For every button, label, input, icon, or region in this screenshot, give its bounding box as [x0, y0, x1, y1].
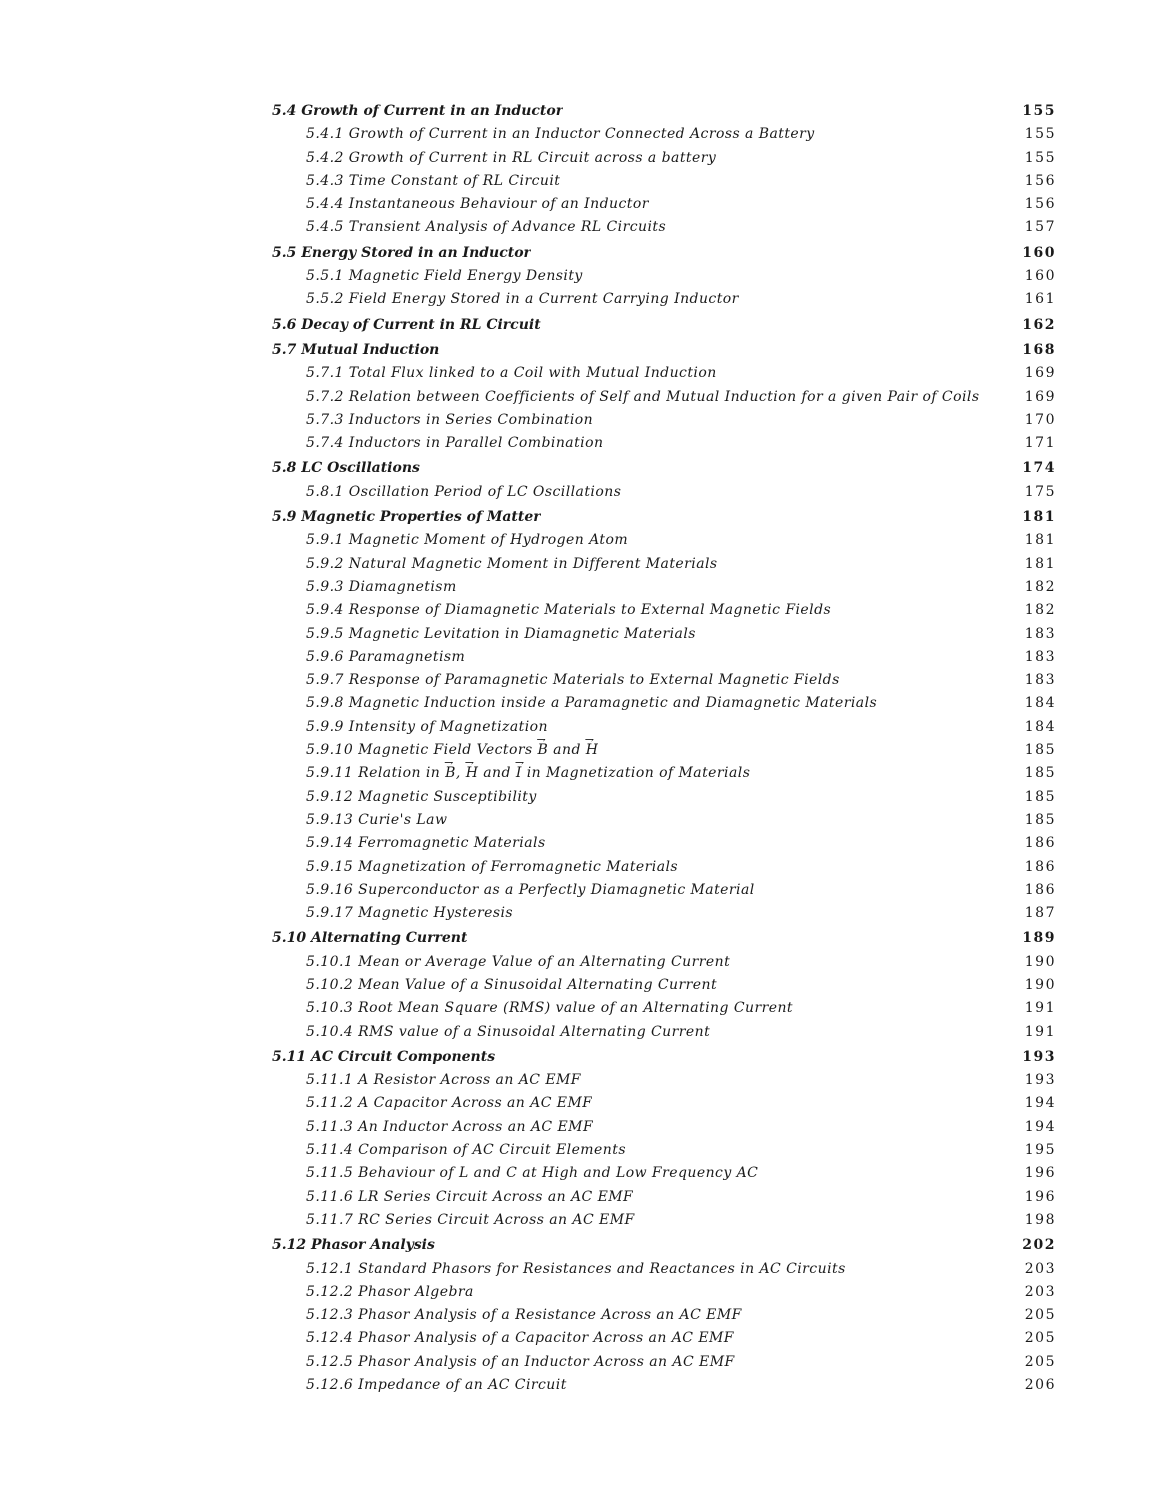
toc-entry-title: 5.4.3 Time Constant of RL Circuit [306, 172, 561, 189]
toc-entry-title: 5.11.1 A Resistor Across an AC EMF [306, 1072, 581, 1089]
toc-subsection-entry[interactable] [272, 432, 1056, 455]
toc-page-number: 171 [1024, 435, 1056, 452]
toc-subsection-entry[interactable] [272, 1374, 1056, 1397]
toc-subsection-entry[interactable] [272, 147, 1056, 170]
toc-entry-title: 5.9.5 Magnetic Levitation in Diamagnetic Materials [306, 625, 696, 642]
toc-subsection-entry[interactable] [272, 974, 1056, 997]
toc-entry-title: 5.9.6 Paramagnetism [306, 648, 466, 665]
toc-page-number: 191 [1024, 1023, 1056, 1040]
toc-page-number: 193 [1022, 1048, 1056, 1065]
toc-page-number: 186 [1024, 835, 1056, 852]
toc-entry-title: 5.10.2 Mean Value of a Sinusoidal Alternating Current [306, 976, 718, 993]
toc-page-number: 189 [1022, 930, 1056, 947]
toc-entry-title: 5.7.1 Total Flux linked to a Coil with Mutual Induction [306, 365, 717, 382]
toc-page-number: 185 [1024, 788, 1056, 805]
toc-section-entry[interactable] [272, 506, 1056, 529]
vector-symbol: → H [466, 762, 479, 785]
toc-entry-title: 5.9.12 Magnetic Susceptibility [306, 788, 537, 805]
toc-entry-title: 5.9.14 Ferromagnetic Materials [306, 835, 546, 852]
toc-subsection-entry[interactable] [272, 832, 1056, 855]
toc-entry-title: 5.9.2 Natural Magnetic Moment in Different Materials [306, 555, 718, 572]
toc-entry-title: 5.5 Energy Stored in an Inductor [272, 244, 531, 261]
toc-page-number: 195 [1024, 1142, 1056, 1159]
toc-entry-title: 5.9 Magnetic Properties of Matter [272, 509, 541, 526]
toc-subsection-entry[interactable] [272, 646, 1056, 669]
toc-subsection-entry[interactable] [272, 809, 1056, 832]
toc-subsection-entry[interactable] [272, 1092, 1056, 1115]
toc-entry-title: 5.4 Growth of Current in an Inductor [272, 103, 564, 119]
toc-page-number: 182 [1024, 578, 1056, 595]
toc-entry-title: 5.9.13 Curie's Law [306, 811, 448, 828]
toc-subsection-entry[interactable] [272, 529, 1056, 552]
toc-page-number: 170 [1024, 411, 1056, 428]
toc-entry-title: 5.11.4 Comparison of AC Circuit Elements [306, 1142, 626, 1159]
toc-subsection-entry[interactable] [272, 288, 1056, 311]
toc-entry-title: 5.11.7 RC Series Circuit Across an AC EMF [306, 1211, 635, 1228]
toc-entry-title: 5.4.2 Growth of Current in RL Circuit across a battery [306, 149, 717, 166]
toc-page-number: 185 [1024, 742, 1056, 759]
toc-subsection-entry[interactable] [272, 1116, 1056, 1139]
toc-entry-title: 5.9.1 Magnetic Moment of Hydrogen Atom [306, 532, 629, 549]
toc-page-number: 155 [1024, 149, 1056, 166]
toc-page-number: 181 [1024, 555, 1056, 572]
toc-page-number: 190 [1024, 953, 1056, 970]
toc-page-number: 156 [1024, 172, 1056, 189]
toc-subsection-entry[interactable] [272, 193, 1056, 216]
toc-page-number: 184 [1024, 718, 1056, 735]
toc-subsection-entry[interactable] [272, 879, 1056, 902]
toc-entry-title: 5.4.4 Instantaneous Behaviour of an Inductor [306, 196, 649, 213]
toc-page-number: 181 [1024, 532, 1056, 549]
toc-entry-title: 5.8 LC Oscillations [272, 460, 420, 477]
toc-subsection-entry[interactable] [272, 576, 1056, 599]
toc-entry-title: 5.7.2 Relation between Coefficients of Self and Mutual Induction for a given Pair of Coils [306, 388, 980, 405]
toc-page-number: 205 [1024, 1307, 1056, 1324]
toc-page-number: 187 [1024, 905, 1056, 922]
toc-subsection-entry[interactable] [272, 951, 1056, 974]
toc-entry-title: 5.7 Mutual Induction [272, 341, 440, 358]
toc-entry-title: 5.11.3 An Inductor Across an AC EMF [306, 1118, 594, 1135]
toc-page-number: 155 [1024, 126, 1056, 143]
toc-entry-title: 5.9.15 Magnetization of Ferromagnetic Materials [306, 858, 679, 875]
toc-page-number: 157 [1024, 219, 1056, 236]
toc-page-number: 205 [1024, 1353, 1056, 1370]
toc-page-number: 184 [1024, 695, 1056, 712]
toc-section-entry[interactable] [272, 339, 1056, 362]
toc-subsection-entry[interactable] [272, 786, 1056, 809]
toc-page-number: 194 [1024, 1118, 1056, 1135]
toc-page-number: 196 [1024, 1165, 1056, 1182]
toc-page-number: 175 [1024, 483, 1056, 500]
toc-section-entry[interactable] [272, 242, 1056, 265]
toc-entry-title: 5.11 AC Circuit Components [272, 1048, 496, 1065]
toc-page-number: 191 [1024, 1000, 1056, 1017]
toc-page-number: 174 [1022, 460, 1056, 477]
toc-entry-title: 5.12 Phasor Analysis [272, 1237, 435, 1254]
vector-symbol: → H [586, 739, 599, 762]
toc-section-entry[interactable] [272, 457, 1056, 480]
toc-entry-title: 5.9.7 Response of Paramagnetic Materials to External Magnetic Fields [306, 672, 840, 689]
vector-symbol: → B [445, 762, 456, 785]
toc-entry-title: 5.6 Decay of Current in RL Circuit [272, 316, 541, 333]
toc-entry-title: 5.10.1 Mean or Average Value of an Alternating Current [306, 953, 731, 970]
toc-page-number: 193 [1024, 1072, 1056, 1089]
toc-subsection-entry[interactable] [272, 902, 1056, 925]
toc-page-number: 185 [1024, 811, 1056, 828]
toc-subsection-entry[interactable] [272, 1351, 1056, 1374]
toc-page-number: 202 [1022, 1237, 1056, 1254]
toc-entry-title: 5.11.2 A Capacitor Across an AC EMF [306, 1095, 593, 1112]
toc-entry-title: 5.9.4 Response of Diamagnetic Materials to External Magnetic Fields [306, 602, 832, 619]
toc-page-number: 155 [1022, 103, 1056, 119]
toc-entry-title: 5.9.16 Superconductor as a Perfectly Diamagnetic Material [306, 881, 755, 898]
toc-entry-title: 5.9.9 Intensity of Magnetization [306, 718, 548, 735]
toc-subsection-entry[interactable] [272, 692, 1056, 715]
vector-symbol: → I [516, 762, 522, 785]
toc-entry-title: 5.7.3 Inductors in Series Combination [306, 411, 594, 428]
toc-page-number: 186 [1024, 858, 1056, 875]
toc-subsection-entry[interactable] [272, 1069, 1056, 1092]
toc-page-number: 168 [1022, 341, 1056, 358]
toc-subsection-entry[interactable] [272, 123, 1056, 146]
toc-entry-title: 5.9.10 Magnetic Field Vectors → B and → H [306, 739, 598, 762]
toc-page-number: 183 [1024, 648, 1056, 665]
toc-entry-title: 5.10 Alternating Current [272, 930, 468, 947]
toc-subsection-entry[interactable] [272, 1139, 1056, 1162]
toc-subsection-entry[interactable] [272, 1021, 1056, 1044]
toc-subsection-entry[interactable] [272, 216, 1056, 239]
toc-page-number: 196 [1024, 1188, 1056, 1205]
toc-page-number: 161 [1024, 291, 1056, 308]
toc-subsection-entry[interactable] [272, 481, 1056, 504]
toc-subsection-entry[interactable] [272, 739, 1056, 762]
toc-page-number: 194 [1024, 1095, 1056, 1112]
toc-subsection-entry[interactable] [272, 997, 1056, 1020]
toc-subsection-entry[interactable] [272, 170, 1056, 193]
toc-entry-title: 5.5.2 Field Energy Stored in a Current Carrying Inductor [306, 291, 739, 308]
toc-page-number: 206 [1024, 1377, 1056, 1394]
toc-subsection-entry[interactable] [272, 1258, 1056, 1281]
toc-subsection-entry[interactable] [272, 716, 1056, 739]
toc-subsection-entry[interactable] [272, 856, 1056, 879]
toc-entry-title: 5.12.1 Standard Phasors for Resistances and Reactances in AC Circuits [306, 1260, 846, 1277]
toc-page-number: 183 [1024, 625, 1056, 642]
toc-subsection-entry[interactable] [272, 362, 1056, 385]
toc-entry-title: 5.7.4 Inductors in Parallel Combination [306, 435, 604, 452]
toc-page-number: 169 [1024, 388, 1056, 405]
toc-section-entry[interactable] [272, 100, 1056, 123]
toc-page-number: 203 [1024, 1260, 1056, 1277]
vector-symbol: → B [538, 739, 549, 762]
toc-entry-title: 5.12.2 Phasor Algebra [306, 1283, 474, 1300]
toc-entry-title: 5.12.5 Phasor Analysis of an Inductor Across an AC EMF [306, 1353, 735, 1370]
toc-entry-title: 5.12.4 Phasor Analysis of a Capacitor Across an AC EMF [306, 1330, 734, 1347]
toc-entry-title: 5.9.17 Magnetic Hysteresis [306, 905, 514, 922]
toc-subsection-entry[interactable] [272, 1209, 1056, 1232]
toc-subsection-entry[interactable] [272, 623, 1056, 646]
toc-page-number: 169 [1024, 365, 1056, 382]
toc-section-entry[interactable] [272, 1046, 1056, 1069]
toc-page-number: 182 [1024, 602, 1056, 619]
toc-entry-title: 5.12.3 Phasor Analysis of a Resistance Across an AC EMF [306, 1307, 742, 1324]
toc-entry-title: 5.11.5 Behaviour of L and C at High and Low Frequency AC [306, 1165, 759, 1182]
toc-page-number: 181 [1022, 509, 1056, 526]
toc-entry-title: 5.4.1 Growth of Current in an Inductor Connected Across a Battery [306, 126, 815, 143]
toc-subsection-entry[interactable] [272, 553, 1056, 576]
toc-subsection-entry[interactable] [272, 762, 1056, 785]
toc-subsection-entry[interactable] [272, 1327, 1056, 1350]
toc-page-number: 205 [1024, 1330, 1056, 1347]
toc-subsection-entry[interactable] [272, 265, 1056, 288]
toc-subsection-entry[interactable] [272, 1281, 1056, 1304]
toc-entry-title: 5.9.11 Relation in → B, → H and → I in Magnetization of Materials [306, 762, 750, 785]
toc-entry-title: 5.11.6 LR Series Circuit Across an AC EMF [306, 1188, 634, 1205]
toc-page-number: 203 [1024, 1283, 1056, 1300]
toc-subsection-entry[interactable] [272, 1304, 1056, 1327]
toc-entry-title: 5.8.1 Oscillation Period of LC Oscillations [306, 483, 622, 500]
toc-page-number: 160 [1024, 268, 1056, 285]
toc-page-number: 186 [1024, 881, 1056, 898]
toc-entry-title: 5.10.3 Root Mean Square (RMS) value of an Alternating Current [306, 1000, 794, 1017]
toc-section-entry[interactable] [272, 314, 1056, 337]
table-of-contents [272, 98, 1056, 1397]
toc-page-number: 190 [1024, 976, 1056, 993]
toc-page-number: 160 [1022, 244, 1056, 261]
toc-entry-title: 5.12.6 Impedance of an AC Circuit [306, 1377, 567, 1394]
toc-entry-title: 5.9.8 Magnetic Induction inside a Paramagnetic and Diamagnetic Materials [306, 695, 878, 712]
toc-page-number: 198 [1024, 1211, 1056, 1228]
toc-subsection-entry[interactable] [272, 599, 1056, 622]
toc-subsection-entry[interactable] [272, 669, 1056, 692]
toc-page-number: 185 [1024, 765, 1056, 782]
toc-subsection-entry[interactable] [272, 1162, 1056, 1185]
toc-entry-title: 5.9.3 Diamagnetism [306, 578, 457, 595]
toc-page-number: 162 [1022, 316, 1056, 333]
toc-section-entry[interactable] [272, 927, 1056, 950]
toc-section-entry[interactable] [272, 1234, 1056, 1257]
toc-subsection-entry[interactable] [272, 386, 1056, 409]
toc-entry-title: 5.4.5 Transient Analysis of Advance RL Circuits [306, 219, 667, 236]
toc-page-number: 156 [1024, 196, 1056, 213]
toc-entry-title: 5.5.1 Magnetic Field Energy Density [306, 268, 583, 285]
toc-entry-title: 5.10.4 RMS value of a Sinusoidal Alternating Current [306, 1023, 711, 1040]
toc-page-number: 183 [1024, 672, 1056, 689]
toc-subsection-entry[interactable] [272, 1186, 1056, 1209]
toc-subsection-entry[interactable] [272, 409, 1056, 432]
